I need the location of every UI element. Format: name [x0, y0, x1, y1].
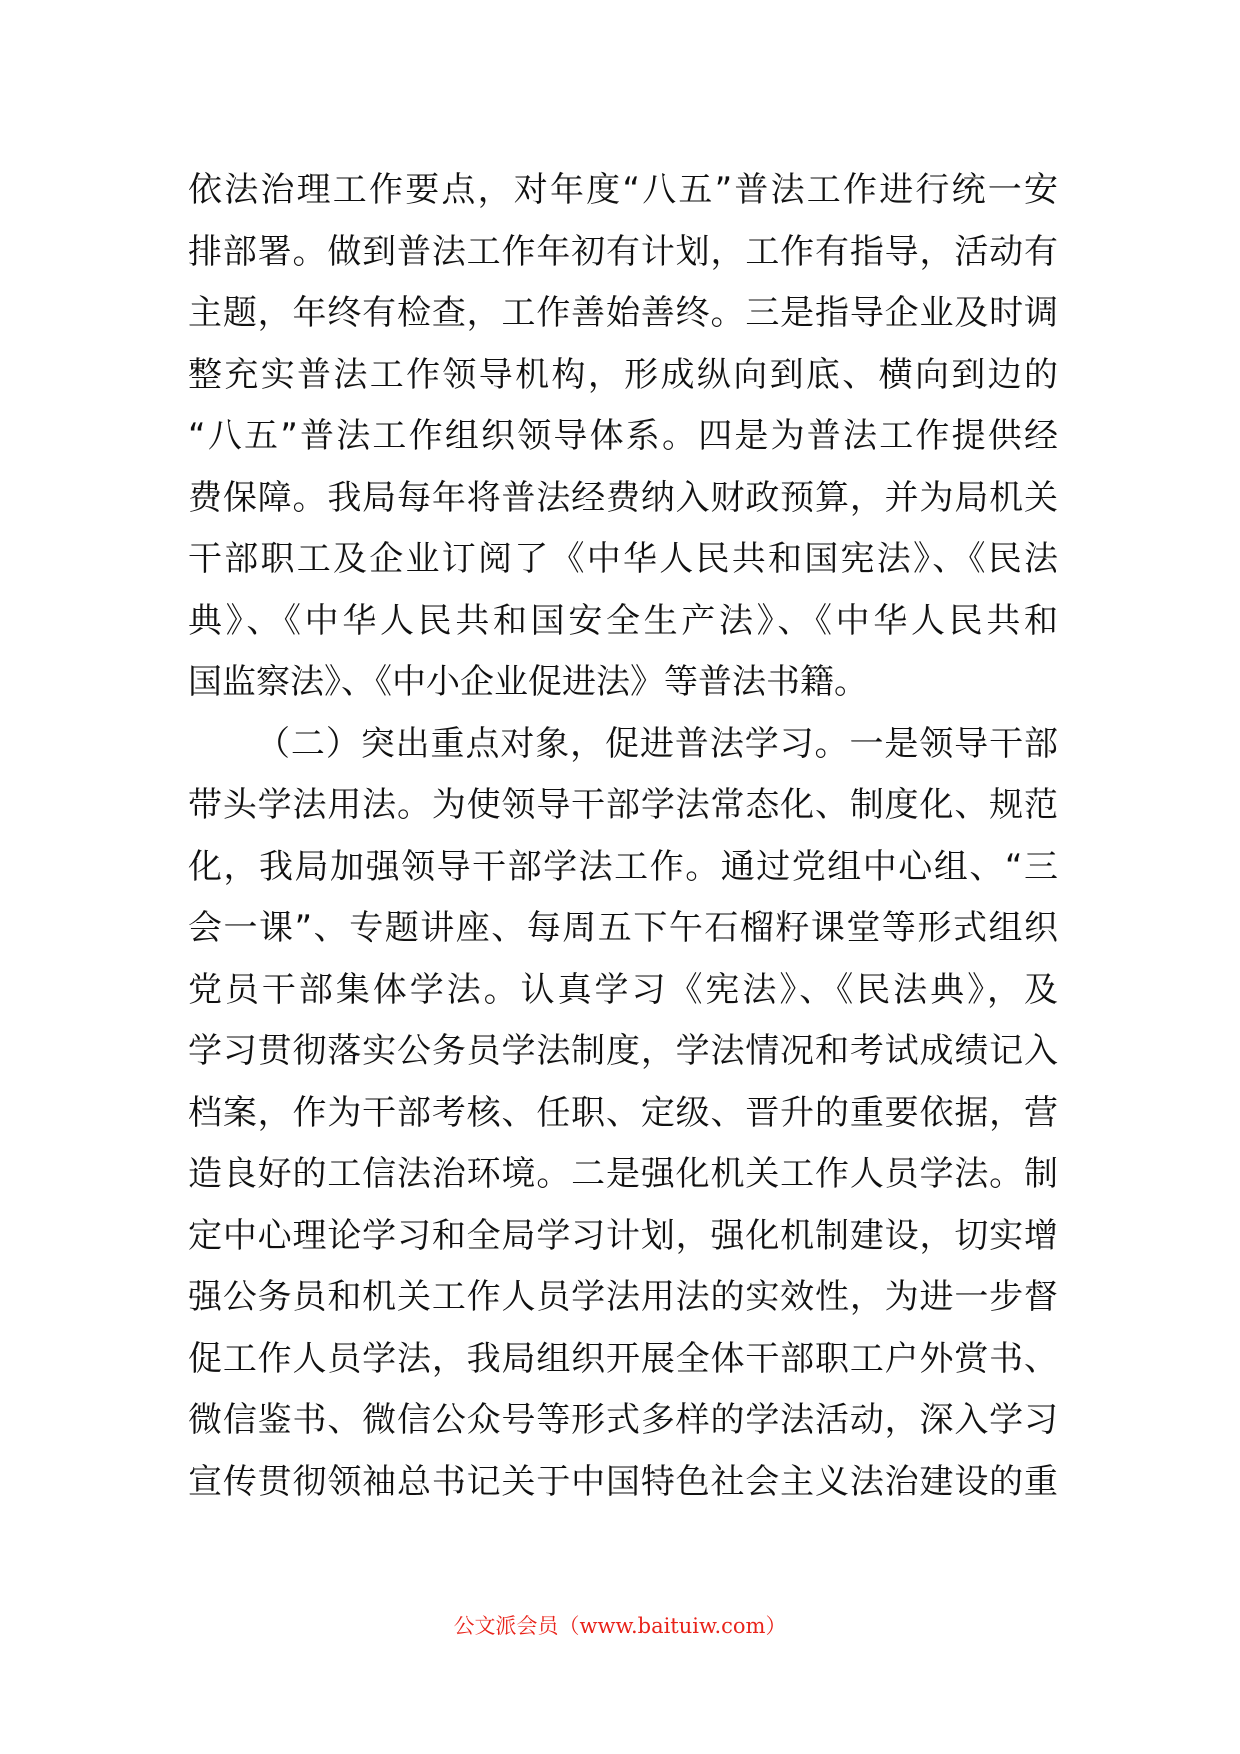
section-heading-line: （二）突出重点对象，促进普法学习。一是领导干部	[256, 723, 1058, 764]
text-line: 学习贯彻落实公务员学法制度，学法情况和考试成绩记入	[188, 1031, 1058, 1071]
text-line: 微信鉴书、微信公众号等形式多样的学法活动，深入学习	[188, 1400, 1058, 1440]
text-line: 整充实普法工作领导机构，形成纵向到底、横向到边的	[188, 354, 1058, 395]
text-line: 国监察法》、《中小企业促进法》等普法书籍。	[188, 662, 868, 702]
text-line: 定中心理论学习和全局学习计划，强化机制建设，切实增	[188, 1215, 1058, 1256]
text-line: 会一课”、专题讲座、每周五下午石榴籽课堂等形式组织	[188, 908, 1058, 948]
text-line: 化，我局加强领导干部学法工作。通过党组中心组、“三	[188, 846, 1058, 887]
text-line: 依法治理工作要点，对年度“八五”普法工作进行统一安	[188, 170, 1058, 210]
text-line: 强公务员和机关工作人员学法用法的实效性，为进一步督	[188, 1277, 1058, 1317]
footer-watermark: 公文派会员（www.baituiw.com）	[453, 1614, 787, 1638]
text-line: 干部职工及企业订阅了《中华人民共和国宪法》、《民法	[188, 539, 1058, 579]
text-line: 宣传贯彻领袖总书记关于中国特色社会主义法治建设的重	[188, 1461, 1058, 1502]
text-line: 造良好的工信法治环境。二是强化机关工作人员学法。制	[188, 1154, 1058, 1194]
text-line: 党员干部集体学法。认真学习《宪法》、《民法典》，及	[188, 969, 1058, 1010]
text-line: 排部署。做到普法工作年初有计划，工作有指导，活动有	[188, 231, 1058, 272]
text-line: 典》、《中华人民共和国安全生产法》、《中华人民共和	[188, 600, 1058, 641]
text-line: 费保障。我局每年将普法经费纳入财政预算，并为局机关	[188, 477, 1058, 518]
text-line: 促工作人员学法，我局组织开展全体干部职工户外赏书、	[188, 1338, 1058, 1379]
text-line: 档案，作为干部考核、任职、定级、晋升的重要依据，营	[188, 1092, 1058, 1133]
document-body	[188, 160, 1058, 1513]
text-line: 带头学法用法。为使领导干部学法常态化、制度化、规范	[188, 785, 1058, 825]
text-line: “八五”普法工作组织领导体系。四是为普法工作提供经	[188, 416, 1058, 456]
text-line: 主题，年终有检查，工作善始善终。三是指导企业及时调	[188, 293, 1058, 333]
